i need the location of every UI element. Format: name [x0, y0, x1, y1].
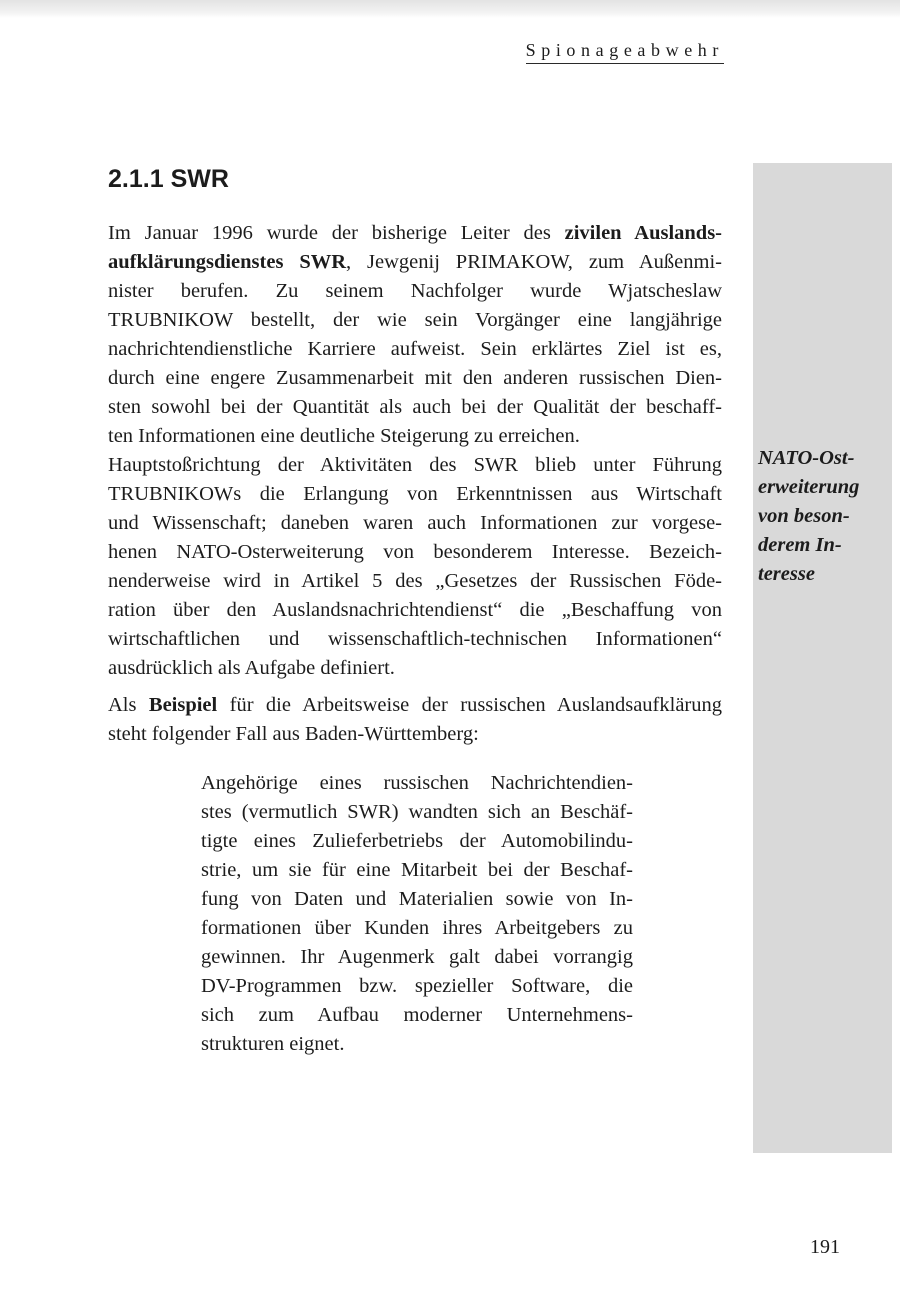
bold-term: zivilen Auslands-	[564, 222, 722, 244]
text-line: nachrichtendienstliche Karriere aufweist. Sein erklärtes Ziel ist es,	[108, 338, 722, 360]
margin-note-line: erweiterung	[758, 476, 860, 498]
text-line: ration über den Auslandsnachrichtendienst“ die „Beschaffung von	[108, 599, 722, 621]
text-line: Hauptstoßrichtung der Aktivitäten des SWR blieb unter Führung	[108, 454, 722, 476]
margin-sidebar	[753, 163, 892, 1153]
text-line: stes (vermutlich SWR) wandten sich an Beschäf-	[201, 801, 633, 823]
text-line: und Wissenschaft; daneben waren auch Informationen zur vorgese-	[108, 512, 722, 534]
text-line: DV-Programmen bzw. spezieller Software, die	[201, 975, 633, 997]
margin-note-line: von beson-	[758, 505, 850, 527]
text-line	[108, 691, 722, 720]
text-run: Im Januar 1996 wurde der bisherige Leiter des	[108, 222, 565, 244]
text-line: strie, um sie für eine Mitarbeit bei der Beschaf-	[201, 859, 633, 881]
text-line: sich zum Aufbau moderner Unternehmens-	[201, 1004, 633, 1026]
text-run: für die Arbeitsweise der russischen Auslandsaufklärung	[217, 694, 723, 716]
bold-term: aufklärungsdienstes SWR	[108, 251, 347, 273]
text-line: nister berufen. Zu seinem Nachfolger wurde Wjatscheslaw	[108, 280, 722, 302]
text-line: formationen über Kunden ihres Arbeitgebers zu	[201, 917, 633, 939]
page-number: 191	[810, 1236, 840, 1258]
text-line: ten Informationen eine deutliche Steigerung zu erreichen.	[108, 425, 580, 447]
text-line: tigte eines Zulieferbetriebs der Automobilindu-	[201, 830, 633, 852]
text-line	[108, 248, 722, 277]
bold-term: Beispiel	[148, 694, 218, 716]
text-line: TRUBNIKOWs die Erlangung von Erkenntnissen aus Wirtschaft	[108, 483, 722, 505]
text-run: , Jewgenij PRIMAKOW, zum Außenmi-	[346, 251, 722, 273]
text-run: Als	[108, 694, 149, 716]
section-title: SWR	[170, 165, 229, 193]
paragraph-example-intro	[108, 691, 722, 749]
scan-top-edge	[0, 0, 900, 18]
text-line: wirtschaftlichen und wissenschaftlich-technischen Informationen“	[108, 628, 722, 650]
margin-note-line: NATO-Ost-	[758, 447, 855, 469]
section-heading	[108, 165, 229, 194]
text-line: TRUBNIKOW bestellt, der wie sein Vorgänger eine langjährige	[108, 309, 722, 331]
text-line: henen NATO-Osterweiterung von besonderem Interesse. Bezeich-	[108, 541, 722, 563]
text-line: ausdrücklich als Aufgabe definiert.	[108, 657, 395, 679]
example-case-block	[201, 769, 633, 1059]
text-line: steht folgender Fall aus Baden-Württemberg:	[108, 723, 479, 745]
text-line: Angehörige eines russischen Nachrichtendien-	[201, 772, 633, 794]
margin-note-line: derem In-	[758, 534, 842, 556]
text-line	[108, 219, 722, 248]
paragraph-swr	[108, 219, 722, 683]
text-line: gewinnen. Ihr Augenmerk galt dabei vorrangig	[201, 946, 633, 968]
text-line: nenderweise wird in Artikel 5 des „Gesetzes der Russischen Föde-	[108, 570, 722, 592]
running-head: Spionageabwehr	[526, 40, 724, 64]
text-line: durch eine engere Zusammenarbeit mit den anderen russischen Dien-	[108, 367, 722, 389]
text-line: sten sowohl bei der Quantität als auch bei der Qualität der beschaff-	[108, 396, 722, 418]
text-line: strukturen eignet.	[201, 1033, 345, 1055]
margin-note-line: teresse	[758, 563, 815, 585]
text-line: fung von Daten und Materialien sowie von In-	[201, 888, 633, 910]
section-number: 2.1.1	[108, 165, 164, 193]
margin-note	[758, 444, 890, 589]
